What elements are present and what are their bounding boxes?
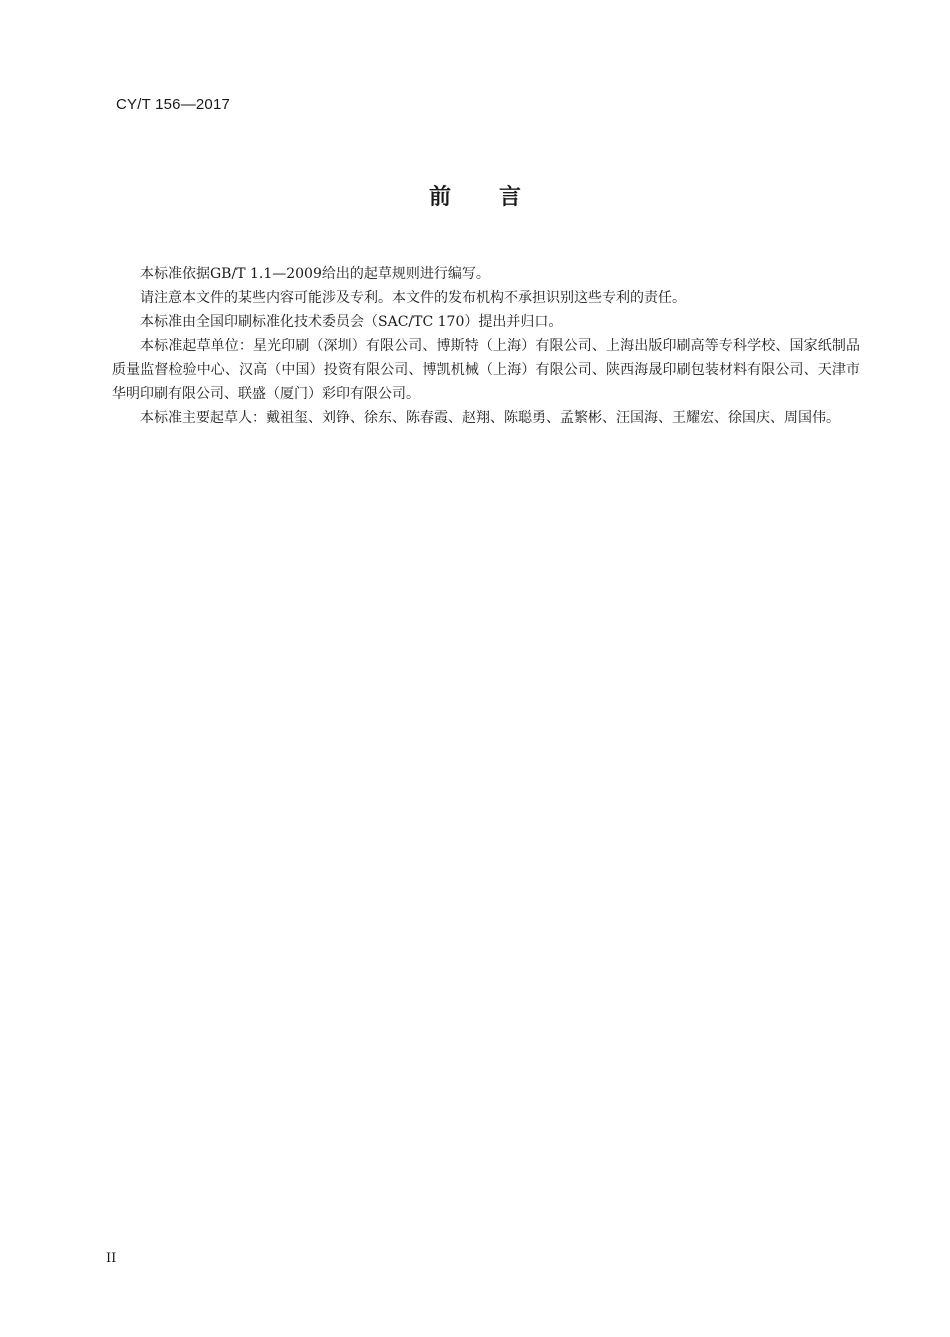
document-code: CY/T 156—2017 <box>116 96 231 113</box>
paragraph-drafters: 本标准主要起草人：戴祖玺、刘铮、徐东、陈春霞、赵翔、陈聪勇、孟繁彬、汪国海、王耀宏、徐国庆、周国伟。 <box>140 410 840 426</box>
paragraph-proposer: 本标准由全国印刷标准化技术委员会（SAC/TC 170）提出并归口。 <box>140 314 563 330</box>
page-number: II <box>106 1251 117 1266</box>
section-title: 前言 <box>428 185 569 210</box>
paragraph-drafting-units: 本标准起草单位：星光印刷（深圳）有限公司、博斯特（上海）有限公司、上海出版印刷高等专科学校、国家纸制品质量监督检验中心、汉高（中国）投资有限公司、博凯机械（上海）有限公司、陕西海晟印刷包装材料有限公司、天津市华明印刷有限公司、联盛（厦门）彩印有限公司。 <box>112 338 860 402</box>
paragraph-patent-notice: 请注意本文件的某些内容可能涉及专利。本文件的发布机构不承担识别这些专利的责任。 <box>140 290 686 306</box>
paragraph-drafting-rules: 本标准依据GB/T 1.1—2009给出的起草规则进行编写。 <box>140 266 490 282</box>
foreword-body <box>112 262 860 430</box>
